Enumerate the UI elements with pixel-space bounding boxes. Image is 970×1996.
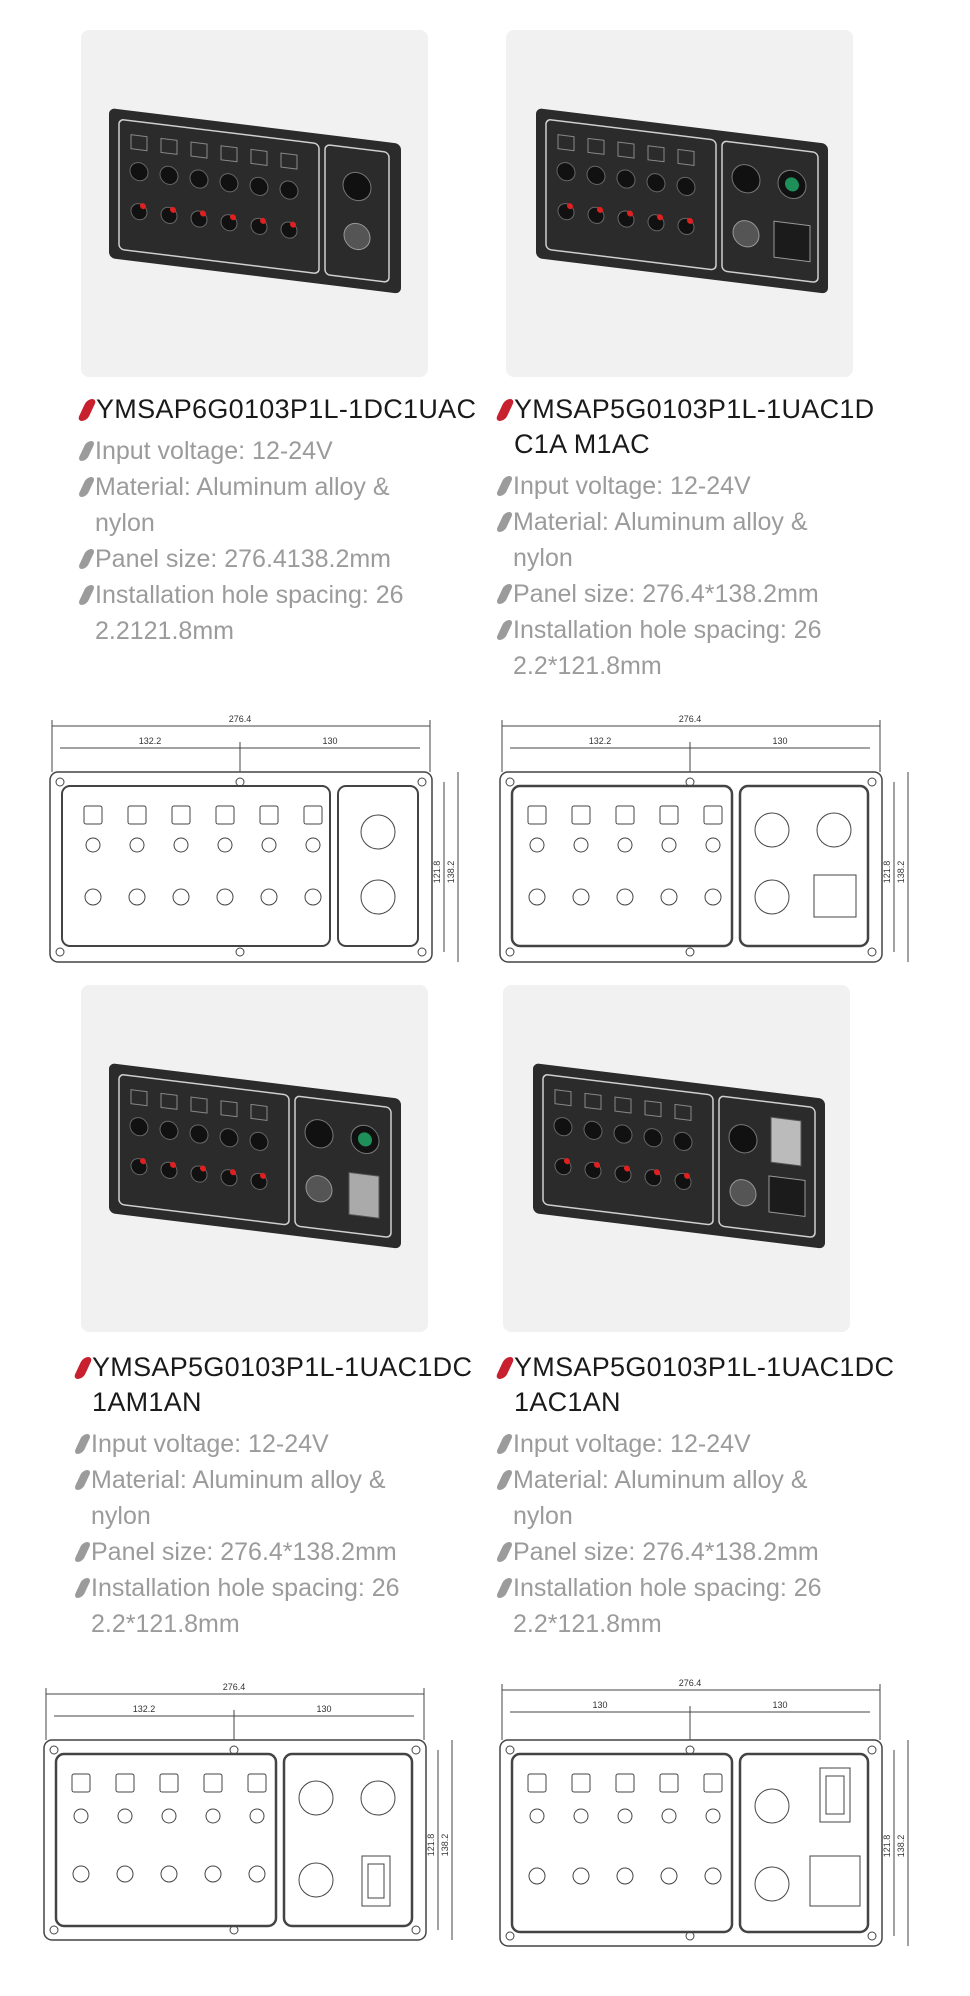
dim-left-span: 132.2 (588, 736, 612, 746)
dim-overall-width: 276.4 (678, 1678, 702, 1688)
dim-left-span: 132.2 (132, 1704, 156, 1714)
spec-input-voltage: Input voltage: 12-24V (82, 433, 502, 469)
grey-bullet-icon (77, 441, 95, 461)
technical-drawing-1 (40, 712, 480, 977)
dim-overall-width: 276.4 (678, 714, 702, 724)
dim-right-span: 130 (316, 1704, 332, 1714)
spec-panel-size: Panel size: 276.4138.2mm (82, 541, 502, 577)
spec-material: Material: Aluminum alloy & nylon (500, 504, 920, 576)
grey-bullet-icon (495, 1470, 513, 1490)
dim-overall-width: 276.4 (228, 714, 252, 724)
dim-height: 138.2 (896, 1834, 906, 1858)
dim-left-span: 130 (592, 1700, 608, 1710)
dim-right-span: 130 (772, 1700, 788, 1710)
grey-bullet-icon (495, 1578, 513, 1598)
dim-overall-width: 276.4 (222, 1682, 246, 1692)
dim-hole-vertical: 121.8 (882, 1834, 892, 1858)
spec-input-voltage: Input voltage: 12-24V (500, 468, 920, 504)
spec-panel-size: Panel size: 276.4*138.2mm (500, 576, 920, 612)
product-photo-3 (81, 985, 428, 1332)
grey-bullet-icon (73, 1542, 91, 1562)
product-title: YMSAP5G0103P1L-1UAC1D C1A M1AC (500, 392, 920, 462)
dim-right-span: 130 (322, 736, 338, 746)
spec-material: Material: Aluminum alloy & nylon (78, 1462, 498, 1534)
product-title: YMSAP6G0103P1L-1DC1UAC (82, 392, 502, 427)
grey-bullet-icon (73, 1470, 91, 1490)
spec-hole-spacing: Installation hole spacing: 26 2.2*121.8mm (500, 1570, 920, 1642)
product-info-2 (500, 392, 920, 684)
product-info-3 (78, 1350, 498, 1642)
grey-bullet-icon (73, 1578, 91, 1598)
dim-hole-vertical: 121.8 (426, 1833, 436, 1857)
technical-drawing-4 (490, 1676, 930, 1961)
grey-bullet-icon (73, 1434, 91, 1454)
dim-hole-vertical: 121.8 (432, 860, 442, 884)
product-title: YMSAP5G0103P1L-1UAC1DC 1AC1AN (500, 1350, 920, 1420)
technical-drawing-2 (490, 712, 930, 977)
spec-hole-spacing: Installation hole spacing: 26 2.2*121.8mm (500, 612, 920, 684)
technical-drawing-3 (34, 1680, 474, 1955)
dim-right-span: 130 (772, 736, 788, 746)
spec-input-voltage: Input voltage: 12-24V (78, 1426, 498, 1462)
product-photo-1 (81, 30, 428, 377)
spec-panel-size: Panel size: 276.4*138.2mm (500, 1534, 920, 1570)
spec-hole-spacing: Installation hole spacing: 26 2.2*121.8mm (78, 1570, 498, 1642)
spec-material: Material: Aluminum alloy & nylon (500, 1462, 920, 1534)
dim-height: 138.2 (440, 1833, 450, 1857)
product-title: YMSAP5G0103P1L-1UAC1DC 1AM1AN (78, 1350, 498, 1420)
dim-height: 138.2 (896, 860, 906, 884)
grey-bullet-icon (77, 549, 95, 569)
grey-bullet-icon (495, 1434, 513, 1454)
product-photo-2 (506, 30, 853, 377)
dim-hole-vertical: 121.8 (882, 860, 892, 884)
dim-height: 138.2 (446, 860, 456, 884)
spec-input-voltage: Input voltage: 12-24V (500, 1426, 920, 1462)
grey-bullet-icon (77, 585, 95, 605)
spec-panel-size: Panel size: 276.4*138.2mm (78, 1534, 498, 1570)
grey-bullet-icon (495, 1542, 513, 1562)
dim-left-span: 132.2 (138, 736, 162, 746)
spec-material: Material: Aluminum alloy & nylon (82, 469, 502, 541)
red-bullet-icon (73, 1357, 93, 1379)
product-info-1 (82, 392, 502, 649)
spec-hole-spacing: Installation hole spacing: 26 2.2121.8mm (82, 577, 502, 649)
product-photo-4 (503, 985, 850, 1332)
product-info-4 (500, 1350, 920, 1642)
red-bullet-icon (77, 399, 97, 421)
grey-bullet-icon (77, 477, 95, 497)
